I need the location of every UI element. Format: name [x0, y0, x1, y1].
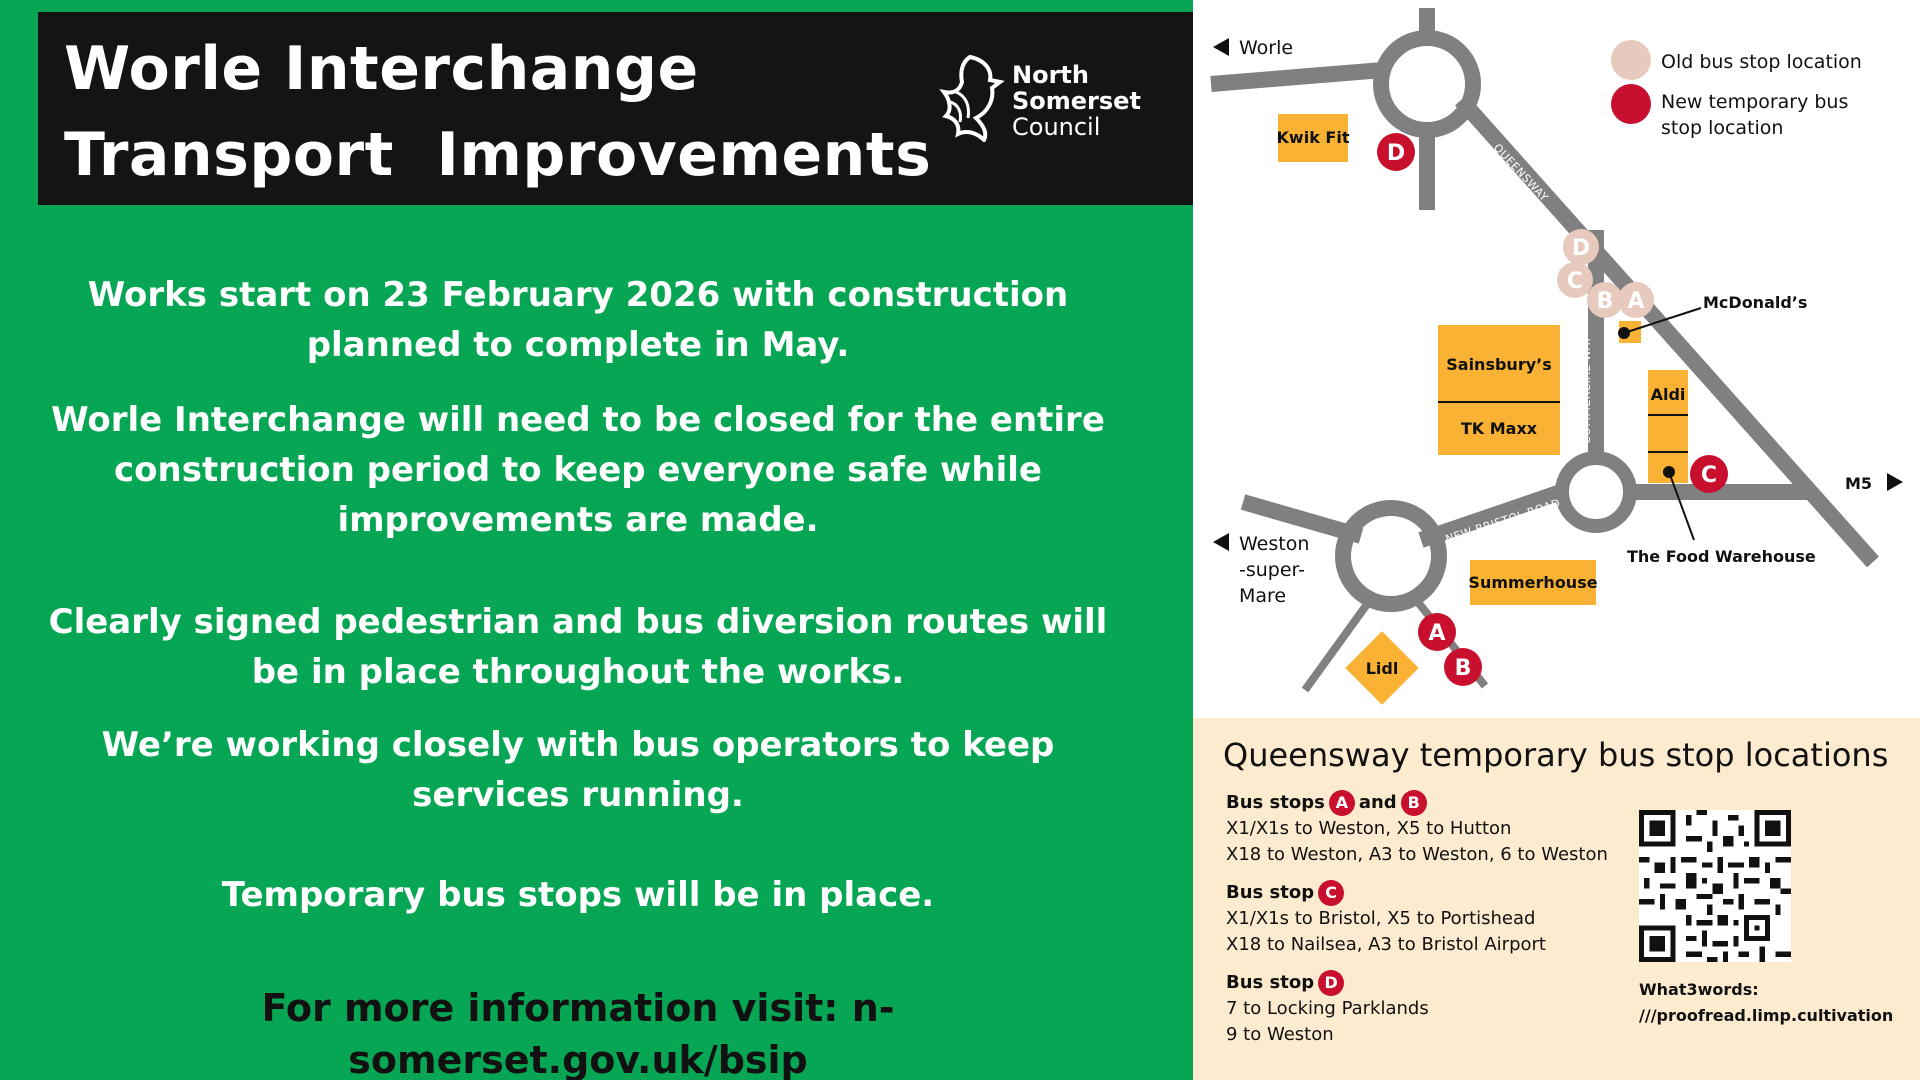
old-stop-b-label: B: [1596, 289, 1614, 314]
roundabout-west: [1343, 508, 1439, 604]
area-map: [1193, 0, 1920, 718]
what3words-label: What3words:: [1639, 980, 1759, 999]
label-commercial-way: COMMERCIAL WAY: [1580, 335, 1593, 444]
stop-d-heading: [1226, 970, 1429, 996]
page-title: Worle Interchange Transport Improvements: [64, 34, 932, 190]
arrow-left-icon: [1213, 533, 1229, 551]
roundabout-east: [1562, 458, 1630, 526]
logo-line-north: North: [1012, 61, 1089, 89]
diversion-text: Clearly signed pedestrian and bus diversion routes will be in place throughout the works.: [48, 602, 1108, 692]
badge-b: B: [1401, 790, 1427, 816]
legend-new-label-1: New temporary bus: [1661, 91, 1849, 113]
shop-tkmaxx-label: TK Maxx: [1460, 419, 1538, 438]
legend-old-label: Old bus stop location: [1661, 51, 1862, 73]
old-stop-a-label: A: [1627, 289, 1645, 314]
bus-stop-info: [1193, 718, 1920, 1080]
arrow-right-icon: [1887, 473, 1903, 491]
new-stop-a-label: A: [1428, 621, 1446, 646]
shop-kwikfit-label: Kwik Fit: [1276, 128, 1350, 147]
stops-ab-and: and: [1358, 792, 1397, 813]
closure-text: Worle Interchange will need to be closed for the entire construction period to keep everyone safe while improvements are made.: [51, 400, 1105, 540]
stops-ab-prefix: Bus stops: [1226, 792, 1325, 813]
badge-a: A: [1329, 790, 1355, 816]
new-stop-d-label: D: [1386, 141, 1406, 166]
shop-food-warehouse-label: The Food Warehouse: [1627, 547, 1816, 566]
legend-old-swatch: [1611, 40, 1651, 80]
stop-d-line-2: 9 to Weston: [1226, 1024, 1334, 1045]
what3words-address[interactable]: ///proofread.limp.cultivation: [1639, 1006, 1894, 1025]
info-title: Queensway temporary bus stop locations: [1223, 736, 1889, 774]
new-stop-c-label: C: [1700, 463, 1718, 488]
works-start-text: Works start on 23 February 2026 with construction planned to complete in May.: [87, 275, 1069, 365]
stop-d-group: [1226, 970, 1429, 1048]
label-weston-3: Mare: [1239, 585, 1287, 607]
map-panel: [1193, 0, 1920, 1080]
stops-ab-heading: [1226, 790, 1608, 816]
stop-c-line-2: X18 to Nailsea, A3 to Bristol Airport: [1226, 934, 1546, 955]
stops-ab-line-1: X1/X1s to Weston, X5 to Hutton: [1226, 818, 1512, 839]
temporary-stops-text: Temporary bus stops will be in place.: [221, 875, 935, 915]
roundabout-north: [1381, 38, 1473, 130]
label-new-bristol-road: NEW BRISTOL ROAD: [1443, 496, 1563, 546]
old-stop-d-label: D: [1571, 236, 1591, 261]
qr-code-icon[interactable]: [1639, 810, 1791, 962]
map-legend: [1611, 40, 1862, 139]
label-queensway: QUEENSWAY: [1490, 141, 1551, 205]
council-logo: [930, 44, 1170, 154]
old-stop-c-label: C: [1566, 269, 1584, 294]
label-worle: Worle: [1239, 37, 1294, 59]
title-banner: [38, 12, 1193, 205]
new-stop-b-label: B: [1454, 656, 1472, 681]
bus-operators-text: We’re working closely with bus operators to keep services running.: [101, 725, 1055, 815]
shop-summerhouse-label: Summerhouse: [1468, 573, 1598, 592]
road-worle: [1211, 70, 1383, 84]
stop-c-prefix: Bus stop: [1226, 882, 1315, 903]
stop-d-line-1: 7 to Locking Parklands: [1226, 998, 1429, 1019]
arrow-left-icon: [1213, 38, 1229, 56]
stop-c-line-1: X1/X1s to Bristol, X5 to Portishead: [1226, 908, 1536, 929]
shop-lidl-label: Lidl: [1365, 659, 1399, 678]
shop-aldi-label: Aldi: [1650, 385, 1686, 404]
more-info-link[interactable]: For more information visit: n-somerset.gov.uk/bsip: [261, 986, 895, 1080]
legend-new-swatch: [1611, 84, 1651, 124]
logo-wordmark: [1012, 62, 1141, 140]
stop-c-heading: [1226, 880, 1546, 906]
logo-line-somerset: Somerset: [1012, 87, 1141, 115]
label-weston-2: -super-: [1239, 559, 1305, 581]
stop-c-group: [1226, 880, 1546, 958]
badge-c: C: [1318, 880, 1344, 906]
legend-new-label-2: stop location: [1661, 117, 1784, 139]
stop-d-prefix: Bus stop: [1226, 972, 1315, 993]
shop-mcdonalds-label: McDonald’s: [1703, 293, 1808, 312]
dragon-icon: [930, 52, 1010, 142]
shop-sainsburys-label: Sainsbury’s: [1446, 355, 1552, 374]
label-weston-1: Weston: [1239, 533, 1310, 555]
stops-ab-line-2: X18 to Weston, A3 to Weston, 6 to Weston: [1226, 844, 1608, 865]
label-m5: M5: [1845, 474, 1873, 493]
badge-d: D: [1318, 970, 1344, 996]
stops-ab-group: [1226, 790, 1608, 868]
road-new-bristol: [1421, 492, 1561, 540]
logo-line-council: Council: [1012, 113, 1101, 141]
